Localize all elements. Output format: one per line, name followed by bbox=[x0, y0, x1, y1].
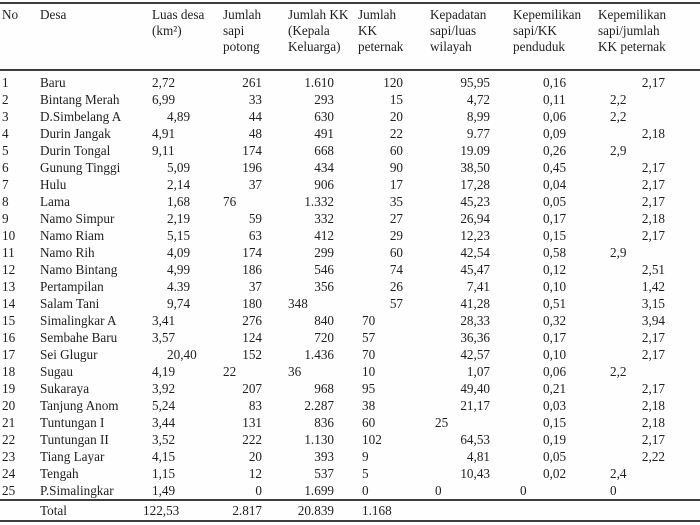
value-cell-kepemilikan_kk: 0,45 bbox=[543, 160, 567, 175]
value-cell-kk: 537 bbox=[314, 466, 334, 481]
value-cell-kepadatan: 95,95 bbox=[460, 75, 490, 90]
village-name: Lama bbox=[40, 194, 71, 209]
value-cell-kepemilikan_kk: 0,10 bbox=[543, 279, 567, 294]
value-cell-kepadatan: 42,54 bbox=[460, 245, 490, 260]
value-cell-kepadatan: 45,47 bbox=[460, 262, 490, 277]
value-cell-sapi_potong: 33 bbox=[248, 92, 262, 107]
value-cell-kk_peternak: 60 bbox=[389, 245, 403, 260]
column-header-line: sapi/KK bbox=[513, 23, 557, 38]
value-cell-kk_peternak: 57 bbox=[389, 296, 403, 311]
village-name: D.Simbelang A bbox=[40, 109, 122, 124]
village-name: Hulu bbox=[40, 177, 67, 192]
value-cell-luas: 4,15 bbox=[152, 449, 176, 464]
row-number: 23 bbox=[2, 449, 16, 464]
value-cell-kepemilikan_kk: 0,21 bbox=[543, 381, 567, 396]
value-cell-sapi_potong: 63 bbox=[248, 228, 262, 243]
value-cell-kepadatan: 17,28 bbox=[460, 177, 490, 192]
village-name: Simalingkar A bbox=[40, 313, 117, 328]
column-header-kepemilikan_peternak bbox=[595, 6, 700, 55]
value-cell-kepemilikan_kk: 0,17 bbox=[543, 211, 567, 226]
value-cell-kk: 1.130 bbox=[304, 432, 334, 447]
value-cell-kepadatan: 10,43 bbox=[460, 466, 490, 481]
total-label: Total bbox=[40, 503, 67, 518]
column-header-line: Luas desa bbox=[152, 7, 205, 22]
rule-pre-total bbox=[0, 499, 700, 501]
village-name: Tiang Layar bbox=[40, 449, 105, 464]
value-cell-kk: 36 bbox=[288, 364, 302, 379]
value-cell-kepemilikan_peternak: 2,2 bbox=[610, 364, 627, 379]
value-cell-kk: 393 bbox=[314, 449, 334, 464]
column-header-luas bbox=[148, 6, 220, 55]
value-cell-luas: 4,99 bbox=[167, 262, 191, 277]
value-cell-kepadatan: 4,81 bbox=[466, 449, 490, 464]
value-cell-luas: 2,72 bbox=[152, 75, 176, 90]
value-cell-kk_peternak: 38 bbox=[362, 398, 376, 413]
row-number: 24 bbox=[2, 466, 16, 481]
value-cell-kepadatan: 25 bbox=[435, 415, 449, 430]
value-cell-kepemilikan_peternak: 2,2 bbox=[610, 109, 627, 124]
value-cell-kepemilikan_peternak: 2,9 bbox=[610, 245, 627, 260]
value-cell-kepadatan: 45,23 bbox=[460, 194, 490, 209]
row-number: 22 bbox=[2, 432, 16, 447]
value-cell-kepemilikan_kk: 0,06 bbox=[543, 364, 567, 379]
row-number: 19 bbox=[2, 381, 16, 396]
value-cell-kk_peternak: 10 bbox=[362, 364, 376, 379]
value-cell-kepadatan: 4,72 bbox=[466, 92, 490, 107]
value-cell-kk: 630 bbox=[314, 109, 334, 124]
village-name: Durin Tongal bbox=[40, 143, 111, 158]
value-cell-kk_peternak: 120 bbox=[383, 75, 403, 90]
column-header-line: KK peternak bbox=[598, 39, 666, 54]
value-cell-kepadatan: 9.77 bbox=[466, 126, 490, 141]
value-cell-luas: 4,19 bbox=[152, 364, 176, 379]
column-header-line: Kepemilikan bbox=[513, 7, 582, 22]
value-cell-kk: 1.436 bbox=[304, 347, 334, 362]
value-cell-kepemilikan_kk: 0,15 bbox=[543, 228, 567, 243]
value-cell-sapi_potong: 12 bbox=[248, 466, 262, 481]
total-value-kk: 20.839 bbox=[297, 503, 334, 518]
value-cell-sapi_potong: 222 bbox=[242, 432, 262, 447]
value-cell-sapi_potong: 152 bbox=[242, 347, 262, 362]
column-header-line: Keluarga) bbox=[288, 39, 341, 54]
value-cell-kepadatan: 8,99 bbox=[466, 109, 490, 124]
value-cell-luas: 9,74 bbox=[167, 296, 191, 311]
column-header-line: sapi/luas bbox=[430, 23, 477, 38]
row-number: 18 bbox=[2, 364, 16, 379]
value-cell-kepemilikan_peternak: 2,17 bbox=[641, 381, 665, 396]
row-number: 16 bbox=[2, 330, 16, 345]
total-value-kepemilikan_peternak bbox=[595, 502, 700, 519]
value-cell-sapi_potong: 174 bbox=[242, 245, 262, 260]
row-number: 14 bbox=[2, 296, 16, 311]
value-cell-kepemilikan_kk: 0,09 bbox=[543, 126, 567, 141]
row-number: 25 bbox=[2, 483, 16, 498]
value-cell-kk: 1.332 bbox=[304, 194, 334, 209]
total-value-kk_peternak: 1.168 bbox=[362, 503, 392, 518]
row-number: 2 bbox=[2, 92, 9, 107]
table-body bbox=[0, 74, 700, 499]
value-cell-luas: 3,44 bbox=[152, 415, 176, 430]
total-value-sapi_potong: 2.817 bbox=[232, 503, 262, 518]
value-cell-sapi_potong: 22 bbox=[223, 364, 237, 379]
value-cell-kepemilikan_peternak: 2,51 bbox=[641, 262, 665, 277]
value-cell-kk_peternak: 27 bbox=[389, 211, 403, 226]
row-number: 9 bbox=[2, 211, 9, 226]
value-cell-kk_peternak: 9 bbox=[362, 449, 369, 464]
value-cell-kepadatan: 12,23 bbox=[460, 228, 490, 243]
value-cell-kepadatan: 26,94 bbox=[460, 211, 490, 226]
value-cell-luas: 3,92 bbox=[152, 381, 176, 396]
row-number: 10 bbox=[2, 228, 16, 243]
value-cell-kepadatan: 19.09 bbox=[460, 143, 490, 158]
value-cell-kk: 906 bbox=[314, 177, 334, 192]
rule-header-separator bbox=[0, 69, 700, 71]
value-cell-kepemilikan_peternak: 2,17 bbox=[641, 228, 665, 243]
table-total-row bbox=[0, 502, 700, 519]
value-cell-luas: 4,91 bbox=[152, 126, 176, 141]
value-cell-kepadatan: 7,41 bbox=[466, 279, 490, 294]
value-cell-sapi_potong: 207 bbox=[242, 381, 262, 396]
value-cell-luas: 1,68 bbox=[167, 194, 191, 209]
value-cell-luas: 3,41 bbox=[152, 313, 176, 328]
row-number: 13 bbox=[2, 279, 16, 294]
column-header-line: sapi/jumlah bbox=[598, 23, 660, 38]
column-header-line: Kepemilikan bbox=[598, 7, 667, 22]
value-cell-kk: 434 bbox=[314, 160, 334, 175]
value-cell-kk_peternak: 0 bbox=[362, 483, 369, 498]
value-cell-kepemilikan_kk: 0,03 bbox=[543, 398, 567, 413]
row-number: 20 bbox=[2, 398, 16, 413]
village-name: Baru bbox=[40, 75, 66, 90]
value-cell-kepadatan: 64,53 bbox=[460, 432, 490, 447]
row-number: 6 bbox=[2, 160, 9, 175]
column-header-line: Jumlah bbox=[358, 7, 397, 22]
value-cell-kepemilikan_kk: 0,19 bbox=[543, 432, 567, 447]
value-cell-kepemilikan_kk: 0,02 bbox=[543, 466, 567, 481]
value-cell-kepemilikan_peternak: 2,18 bbox=[641, 415, 665, 430]
value-cell-sapi_potong: 124 bbox=[242, 330, 262, 345]
value-cell-kepadatan: 1,07 bbox=[466, 364, 490, 379]
value-cell-kk_peternak: 70 bbox=[362, 347, 376, 362]
value-cell-kk: 668 bbox=[314, 143, 334, 158]
column-header-line: wilayah bbox=[430, 39, 472, 54]
village-name: Sembahe Baru bbox=[40, 330, 118, 345]
column-header-desa bbox=[40, 6, 148, 55]
value-cell-kepemilikan_peternak: 2,17 bbox=[641, 347, 665, 362]
value-cell-sapi_potong: 174 bbox=[242, 143, 262, 158]
value-cell-kk: 299 bbox=[314, 245, 334, 260]
value-cell-kk_peternak: 17 bbox=[389, 177, 403, 192]
value-cell-kk: 2.287 bbox=[304, 398, 334, 413]
value-cell-luas: 4.39 bbox=[167, 279, 191, 294]
column-header-line: KK bbox=[358, 23, 378, 38]
value-cell-kk: 356 bbox=[314, 279, 334, 294]
total-value-luas: 122,53 bbox=[143, 503, 180, 518]
value-cell-kepemilikan_kk: 0,16 bbox=[543, 75, 567, 90]
value-cell-sapi_potong: 20 bbox=[248, 449, 262, 464]
row-number: 8 bbox=[2, 194, 9, 209]
value-cell-kepemilikan_kk: 0,32 bbox=[543, 313, 567, 328]
value-cell-kepadatan: 28,33 bbox=[460, 313, 490, 328]
value-cell-kepemilikan_kk: 0,17 bbox=[543, 330, 567, 345]
value-cell-kk: 1.699 bbox=[304, 483, 334, 498]
value-cell-kk: 348 bbox=[288, 296, 308, 311]
row-number: 5 bbox=[2, 143, 9, 158]
value-cell-kk: 720 bbox=[314, 330, 334, 345]
value-cell-kepemilikan_kk: 0,06 bbox=[543, 109, 567, 124]
value-cell-luas: 9,11 bbox=[152, 143, 175, 158]
column-header-line: Jumlah bbox=[223, 7, 262, 22]
value-cell-sapi_potong: 186 bbox=[242, 262, 262, 277]
village-name: Pertampilan bbox=[40, 279, 104, 294]
value-cell-kepemilikan_peternak: 2,17 bbox=[641, 432, 665, 447]
value-cell-kk_peternak: 102 bbox=[362, 432, 382, 447]
village-name: Sukaraya bbox=[40, 381, 90, 396]
value-cell-luas: 3,57 bbox=[152, 330, 176, 345]
value-cell-kk_peternak: 60 bbox=[362, 415, 376, 430]
column-header-kepadatan bbox=[425, 6, 510, 55]
value-cell-sapi_potong: 131 bbox=[242, 415, 262, 430]
table-header bbox=[0, 6, 700, 55]
value-cell-luas: 2,14 bbox=[167, 177, 191, 192]
total-value-kepadatan bbox=[425, 502, 510, 519]
total-value-no bbox=[0, 502, 40, 519]
value-cell-kepadatan: 21,17 bbox=[460, 398, 490, 413]
value-cell-kk_peternak: 95 bbox=[362, 381, 376, 396]
column-header-line: penduduk bbox=[513, 39, 566, 54]
row-number: 7 bbox=[2, 177, 9, 192]
value-cell-sapi_potong: 261 bbox=[242, 75, 262, 90]
value-cell-kepadatan: 36,36 bbox=[460, 330, 490, 345]
value-cell-luas: 2,19 bbox=[167, 211, 191, 226]
value-cell-kk_peternak: 22 bbox=[389, 126, 403, 141]
village-name: Namo Riam bbox=[40, 228, 105, 243]
value-cell-luas: 4,89 bbox=[167, 109, 191, 124]
row-number: 15 bbox=[2, 313, 16, 328]
rule-bottom bbox=[0, 520, 700, 522]
value-cell-kk: 293 bbox=[314, 92, 334, 107]
value-cell-kk: 332 bbox=[314, 211, 334, 226]
village-name: Tengah bbox=[40, 466, 79, 481]
value-cell-sapi_potong: 59 bbox=[248, 211, 262, 226]
village-name: Tanjung Anom bbox=[40, 398, 119, 413]
row-number: 1 bbox=[2, 75, 9, 90]
village-name: Salam Tani bbox=[40, 296, 100, 311]
value-cell-luas: 20,40 bbox=[167, 347, 197, 362]
column-header-line: potong bbox=[223, 39, 260, 54]
value-cell-kepemilikan_kk: 0,58 bbox=[543, 245, 567, 260]
village-name: Gunung Tinggi bbox=[40, 160, 121, 175]
value-cell-kepemilikan_peternak: 1,42 bbox=[641, 279, 665, 294]
village-name: Sugau bbox=[40, 364, 73, 379]
column-header-line: No bbox=[2, 7, 19, 22]
value-cell-kepemilikan_peternak: 2,18 bbox=[641, 211, 665, 226]
value-cell-kepadatan: 41,28 bbox=[460, 296, 490, 311]
value-cell-kk_peternak: 5 bbox=[362, 466, 369, 481]
value-cell-sapi_potong: 196 bbox=[242, 160, 262, 175]
value-cell-sapi_potong: 276 bbox=[242, 313, 262, 328]
value-cell-kepemilikan_peternak: 2,17 bbox=[641, 194, 665, 209]
value-cell-sapi_potong: 180 bbox=[242, 296, 262, 311]
value-cell-sapi_potong: 37 bbox=[248, 177, 262, 192]
value-cell-kk_peternak: 70 bbox=[362, 313, 376, 328]
value-cell-kk_peternak: 20 bbox=[389, 109, 403, 124]
column-header-line: Jumlah KK bbox=[288, 7, 349, 22]
row-number: 21 bbox=[2, 415, 16, 430]
value-cell-kk: 836 bbox=[314, 415, 334, 430]
value-cell-kepadatan: 0 bbox=[435, 483, 442, 498]
value-cell-kepadatan: 42,57 bbox=[460, 347, 490, 362]
rule-top bbox=[0, 2, 700, 4]
column-header-kk_peternak bbox=[355, 6, 425, 55]
column-header-line: (Kepala bbox=[288, 23, 330, 38]
village-name: Namo Simpur bbox=[40, 211, 115, 226]
value-cell-kk_peternak: 35 bbox=[389, 194, 403, 209]
value-cell-kepemilikan_peternak: 2,2 bbox=[610, 92, 627, 107]
value-cell-kepemilikan_peternak: 2,4 bbox=[610, 466, 627, 481]
value-cell-sapi_potong: 0 bbox=[255, 483, 262, 498]
value-cell-kk_peternak: 74 bbox=[389, 262, 403, 277]
total-value-kepemilikan_kk bbox=[510, 502, 595, 519]
column-header-line: Kepadatan bbox=[430, 7, 487, 22]
column-header-no bbox=[0, 6, 40, 55]
column-header-kepemilikan_kk bbox=[510, 6, 595, 55]
value-cell-kepemilikan_peternak: 3,94 bbox=[641, 313, 665, 328]
value-cell-kk: 412 bbox=[314, 228, 334, 243]
value-cell-luas: 5,24 bbox=[152, 398, 176, 413]
value-cell-kepemilikan_peternak: 2,9 bbox=[610, 143, 627, 158]
column-header-sapi_potong bbox=[220, 6, 285, 55]
column-header-line: (km²) bbox=[152, 23, 182, 38]
value-cell-kepemilikan_kk: 0,05 bbox=[543, 194, 567, 209]
value-cell-kepadatan: 49,40 bbox=[460, 381, 490, 396]
value-cell-luas: 4,09 bbox=[167, 245, 191, 260]
value-cell-kepemilikan_peternak: 2,17 bbox=[641, 75, 665, 90]
value-cell-kepemilikan_kk: 0,15 bbox=[543, 415, 567, 430]
value-cell-luas: 3,52 bbox=[152, 432, 176, 447]
village-name: Sei Glugur bbox=[40, 347, 98, 362]
value-cell-kepemilikan_peternak: 0 bbox=[610, 483, 617, 498]
value-cell-kepemilikan_peternak: 2,17 bbox=[641, 160, 665, 175]
row-number: 17 bbox=[2, 347, 16, 362]
value-cell-sapi_potong: 48 bbox=[248, 126, 262, 141]
value-cell-kepemilikan_kk: 0,51 bbox=[543, 296, 567, 311]
value-cell-kepemilikan_peternak: 2,17 bbox=[641, 177, 665, 192]
value-cell-kk: 546 bbox=[314, 262, 334, 277]
village-name: Tuntungan I bbox=[40, 415, 105, 430]
value-cell-sapi_potong: 44 bbox=[248, 109, 262, 124]
value-cell-kk: 840 bbox=[314, 313, 334, 328]
value-cell-luas: 5,15 bbox=[167, 228, 191, 243]
village-name: Bintang Merah bbox=[40, 92, 120, 107]
value-cell-kepemilikan_peternak: 2,22 bbox=[641, 449, 665, 464]
village-name: P.Simalingkar bbox=[40, 483, 114, 498]
village-name: Tuntungan II bbox=[40, 432, 109, 447]
row-number: 11 bbox=[2, 245, 15, 260]
value-cell-kepemilikan_peternak: 2,18 bbox=[641, 126, 665, 141]
value-cell-luas: 6,99 bbox=[152, 92, 176, 107]
value-cell-kepemilikan_kk: 0 bbox=[520, 483, 527, 498]
village-name: Namo Rih bbox=[40, 245, 95, 260]
value-cell-kepemilikan_peternak: 2,18 bbox=[641, 398, 665, 413]
value-cell-kk_peternak: 57 bbox=[362, 330, 376, 345]
value-cell-kk_peternak: 15 bbox=[389, 92, 403, 107]
value-cell-sapi_potong: 37 bbox=[248, 279, 262, 294]
value-cell-kepemilikan_kk: 0,12 bbox=[543, 262, 567, 277]
column-header-line: sapi bbox=[223, 23, 245, 38]
value-cell-kepemilikan_peternak: 2,17 bbox=[641, 330, 665, 345]
row-number: 12 bbox=[2, 262, 16, 277]
value-cell-kk: 491 bbox=[314, 126, 334, 141]
value-cell-sapi_potong: 83 bbox=[248, 398, 262, 413]
value-cell-kepadatan: 38,50 bbox=[460, 160, 490, 175]
value-cell-kepemilikan_kk: 0,04 bbox=[543, 177, 567, 192]
value-cell-kk: 968 bbox=[314, 381, 334, 396]
village-name: Namo Bintang bbox=[40, 262, 118, 277]
row-number: 3 bbox=[2, 109, 9, 124]
value-cell-kepemilikan_kk: 0,10 bbox=[543, 347, 567, 362]
value-cell-kk_peternak: 90 bbox=[389, 160, 403, 175]
value-cell-kepemilikan_kk: 0,05 bbox=[543, 449, 567, 464]
value-cell-luas: 1,49 bbox=[152, 483, 176, 498]
value-cell-luas: 1,15 bbox=[152, 466, 176, 481]
value-cell-kk_peternak: 26 bbox=[389, 279, 403, 294]
row-number: 4 bbox=[2, 126, 9, 141]
column-header-kk bbox=[285, 6, 355, 55]
village-name: Durin Jangak bbox=[40, 126, 111, 141]
value-cell-kk_peternak: 60 bbox=[389, 143, 403, 158]
value-cell-luas: 5,09 bbox=[167, 160, 191, 175]
value-cell-kk_peternak: 29 bbox=[389, 228, 403, 243]
value-cell-kk: 1.610 bbox=[304, 75, 334, 90]
column-header-line: peternak bbox=[358, 39, 404, 54]
value-cell-kepemilikan_peternak: 3,15 bbox=[641, 296, 665, 311]
column-header-line: Desa bbox=[40, 7, 67, 22]
value-cell-sapi_potong: 76 bbox=[223, 194, 237, 209]
value-cell-kepemilikan_kk: 0,11 bbox=[543, 92, 566, 107]
value-cell-kepemilikan_kk: 0,26 bbox=[543, 143, 567, 158]
